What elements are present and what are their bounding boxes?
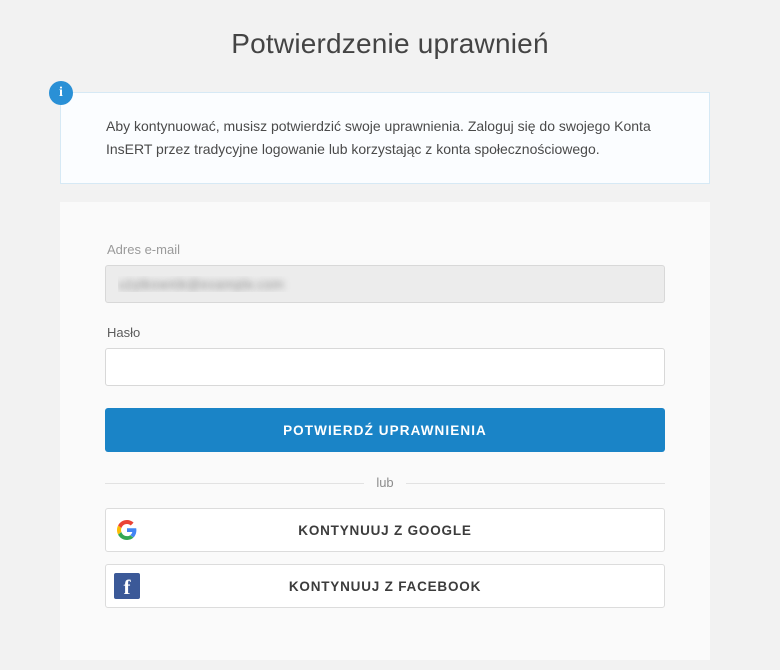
confirm-permissions-button[interactable]: POTWIERDŹ UPRAWNIENIA (105, 408, 665, 452)
password-field-group (105, 325, 665, 386)
facebook-button-label: KONTYNUUJ Z FACEBOOK (288, 578, 482, 594)
info-banner (59, 85, 710, 184)
continue-with-google-button[interactable] (105, 508, 665, 552)
page-title: Potwierdzenie uprawnień (231, 28, 549, 59)
continue-with-facebook-button[interactable] (105, 564, 665, 608)
password-label: Hasło (107, 325, 141, 341)
login-card (60, 202, 710, 660)
google-icon (106, 520, 148, 540)
info-banner-text: Aby kontynuować, musisz potwierdzić swoje uprawnienia. Zaloguj się do swojego Konta InsERT przez tradycyjne logowanie lub korzystając z konta społecznościowego. (106, 118, 651, 158)
divider-label: lub (364, 475, 405, 490)
password-input[interactable] (105, 348, 665, 386)
info-icon: i (49, 81, 73, 105)
email-label: Adres e-mail (107, 242, 180, 258)
email-input[interactable] (105, 265, 665, 303)
email-field-group (105, 242, 665, 303)
facebook-icon-glyph: f (114, 573, 140, 599)
google-button-label: KONTYNUUJ Z GOOGLE (298, 522, 472, 538)
facebook-icon (106, 573, 148, 599)
divider (105, 474, 665, 490)
